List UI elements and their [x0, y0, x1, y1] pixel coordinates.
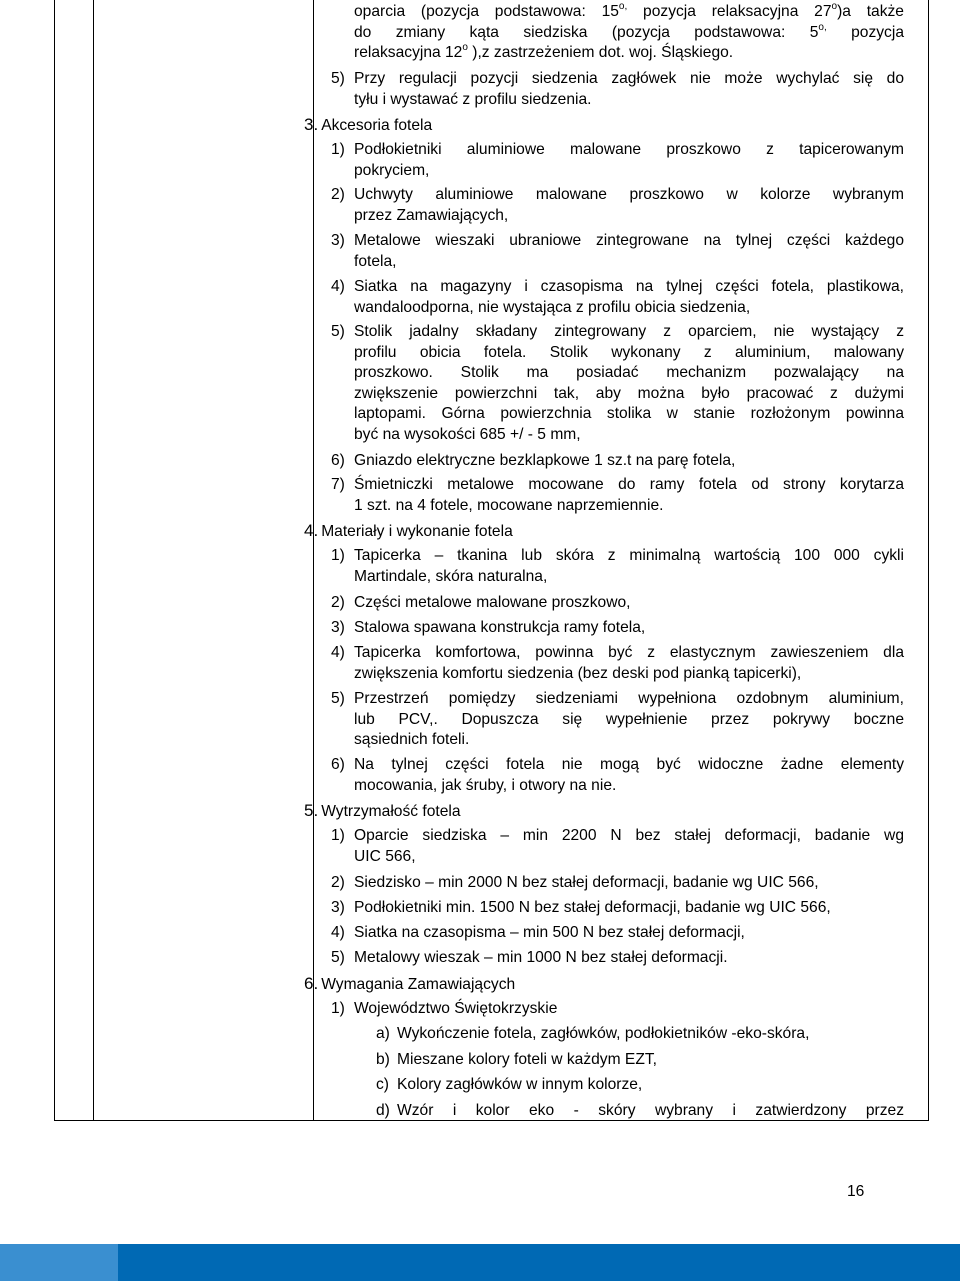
- section-heading: [304, 521, 513, 543]
- section-title: Akcesoria fotela: [321, 117, 433, 134]
- intro-line-1: oparcia (pozycja podstawowa: $15^{o,}$ pozycja relaksacyjna 27$^o$)a także: [354, 1, 904, 20]
- item-number: 5): [331, 949, 345, 966]
- item-number: 6): [331, 756, 345, 773]
- intro-line-3: relaksacyjna 12$^o$ ),z zastrzeżeniem dot. woj. Śląskiego.: [354, 42, 734, 61]
- item-text-line: Podłokietniki aluminiowe malowane proszkowo z tapicerowanym: [354, 141, 904, 158]
- item-text-line: Tapicerka komfortowa, powinna być z elastycznym zawieszeniem dla: [354, 644, 904, 661]
- item-text-line: Metalowy wieszak – min 1000 N bez stałej deformacji.: [354, 949, 728, 966]
- list-item: [354, 755, 904, 796]
- item-text-line: Metalowe wieszaki ubraniowe zintegrowane na tylnej części każdego: [354, 232, 904, 249]
- item-text-line: Uchwyty aluminiowe malowane proszkowo w kolorze wybranym: [354, 186, 904, 203]
- subitem-number: c): [376, 1076, 389, 1093]
- item-text-line: Stolik jadalny składany zintegrowany z oparciem, nie wystający z: [354, 323, 904, 340]
- item-text-line: pokryciem,: [354, 161, 430, 179]
- list-item: [354, 898, 904, 919]
- section-title: Wymagania Zamawiających: [321, 976, 516, 993]
- item-number: 2): [331, 874, 345, 891]
- table-column-divider: [93, 0, 94, 1120]
- item-text-line: Części metalowe malowane proszkowo,: [354, 594, 631, 611]
- footer-accent: [0, 1244, 118, 1281]
- item-text-line: Oparcie siedziska – min 2200 N bez stałej deformacji, badanie wg: [354, 827, 904, 844]
- item-text-line: proszkowo. Stolik ma posiadać mechanizm pozwalający na: [354, 364, 904, 381]
- section-number: 6.: [304, 974, 319, 993]
- item-text-line: fotela,: [354, 252, 397, 270]
- item-text-line: Podłokietniki min. 1500 N bez stałej deformacji, badanie wg UIC 566,: [354, 899, 831, 916]
- item-text-line: profilu obicia fotela. Stolik wykonany z aluminium, malowany: [354, 343, 904, 361]
- section-heading: [304, 801, 461, 823]
- item-number: 3): [331, 619, 345, 636]
- item-text-line: Martindale, skóra naturalna,: [354, 567, 548, 585]
- item-text-line: Przestrzeń pomiędzy siedzeniami wypełniona ozdobnym aluminium,: [354, 690, 904, 707]
- item-text-line: Stalowa spawana konstrukcja ramy fotela,: [354, 619, 646, 636]
- item-number: 2): [331, 186, 345, 203]
- list-item: [354, 618, 904, 639]
- list-item: [354, 277, 904, 318]
- subitem: [397, 1024, 904, 1045]
- item-text-line: zwiększenie powierzchni tak, aby można było pracować z dużymi: [354, 384, 904, 402]
- item-text-line: wandaloodporna, nie wystająca z profilu obicia siedzenia,: [354, 298, 751, 316]
- item-text-line: 1 szt. na 4 fotele, mocowane naprzemiennie.: [354, 496, 664, 514]
- item-text-line: Gniazdo elektryczne bezklapkowe 1 sz.t na parę fotela,: [354, 452, 736, 469]
- item-number: 4): [331, 644, 345, 661]
- list-item: [354, 873, 904, 894]
- list-item: [354, 643, 904, 684]
- item-number: 1): [331, 141, 345, 158]
- subitem: [397, 1075, 904, 1096]
- subitem: [397, 1101, 904, 1122]
- item-number: 3): [331, 232, 345, 249]
- item-text-line: lub PCV,. Dopuszcza się wypełnienie przez pokrywy boczne: [354, 710, 904, 728]
- item-number: 5): [331, 690, 345, 707]
- item-number: 6): [331, 452, 345, 469]
- list-item: [354, 689, 904, 751]
- list-item: [354, 231, 904, 272]
- section-number: 5.: [304, 801, 319, 820]
- item-text-line: UIC 566,: [354, 847, 416, 865]
- item-number: 4): [331, 924, 345, 941]
- intro-paragraph: [354, 2, 904, 64]
- item-text-line: przez Zamawiających,: [354, 206, 509, 224]
- subitem-number: d): [376, 1102, 390, 1119]
- item-text-line: Siedzisko – min 2000 N bez stałej deformacji, badanie wg UIC 566,: [354, 874, 819, 891]
- item-text-line: Siatka na czasopisma – min 500 N bez stałej deformacji,: [354, 924, 745, 941]
- item-text-line: Śmietniczki metalowe mocowane do ramy fotela od strony korytarza: [354, 476, 904, 493]
- subitem: [397, 1050, 904, 1071]
- subitem-number: a): [376, 1025, 390, 1042]
- item-number: 3): [331, 899, 345, 916]
- list-item: [354, 475, 904, 516]
- item-text-line: laptopami. Górna powierzchnia stolika w stanie rozłożonym powinna: [354, 405, 904, 422]
- item-number: 2): [331, 594, 345, 611]
- footer-bar: [0, 1244, 960, 1281]
- intro-line-2: do zmiany kąta siedziska (pozycja podstawowa: $5^{o,}$ pozycja: [354, 21, 904, 41]
- list-item: [354, 948, 904, 969]
- item-number: 1): [331, 1000, 345, 1017]
- subitem-text: Mieszane kolory foteli w każdym EZT,: [397, 1051, 657, 1068]
- item-text-line: mocowania, jak śruby, i otwory na nie.: [354, 776, 617, 794]
- item-number: 4): [331, 278, 345, 295]
- subitem-text: Kolory zagłówków w innym kolorze,: [397, 1076, 643, 1093]
- subitem-number: b): [376, 1051, 390, 1068]
- item-number: 7): [331, 476, 345, 493]
- list-item: [354, 826, 904, 867]
- list-item: [354, 593, 904, 614]
- item-text-line: sąsiednich foteli.: [354, 731, 470, 748]
- section-title: Materiały i wykonanie fotela: [321, 523, 513, 540]
- list-item: [354, 451, 904, 472]
- item-number: 1): [331, 547, 345, 564]
- section-heading: [304, 115, 432, 137]
- list-item: [354, 546, 904, 587]
- list-item: [354, 185, 904, 226]
- section-number: 3.: [304, 115, 319, 134]
- item-text-line: Siatka na magazyny i czasopisma na tylnej części fotela, plastikowa,: [354, 278, 904, 295]
- item-text-line: być na wysokości 685 +/ - 5 mm,: [354, 425, 581, 443]
- item-text-line: Województwo Świętokrzyskie: [354, 1000, 558, 1017]
- page-number: 16: [847, 1183, 865, 1200]
- item-number: 5): [331, 70, 345, 87]
- intro-item-5: Przy regulacji pozycji siedzenia zagłówek nie może wychylać się do tyłu i wystawać z profilu siedzenia.: [354, 70, 904, 108]
- subitem-text: Wzór i kolor eko - skóry wybrany i zatwierdzony przez: [397, 1102, 904, 1119]
- section-number: 4.: [304, 521, 319, 540]
- item-text-line: zwiększenia komfortu siedzenia (bez deski pod pianką tapicerki),: [354, 664, 802, 682]
- item-number: 1): [331, 827, 345, 844]
- subitem-text: Wykończenie fotela, zagłówków, podłokietników -eko-skóra,: [397, 1025, 810, 1042]
- list-item: [354, 923, 904, 944]
- item-text-line: Tapicerka – tkanina lub skóra z minimalną wartością 100 000 cykli: [354, 547, 904, 564]
- list-item: [354, 999, 904, 1020]
- list-item: [354, 322, 904, 445]
- section-heading: [304, 974, 515, 996]
- item-text-line: Na tylnej części fotela nie mogą być widoczne żadne elementy: [354, 756, 904, 773]
- table-column-divider: [313, 0, 314, 1120]
- list-item: [354, 140, 904, 181]
- section-title: Wytrzymałość fotela: [321, 803, 461, 820]
- item-number: 5): [331, 323, 345, 340]
